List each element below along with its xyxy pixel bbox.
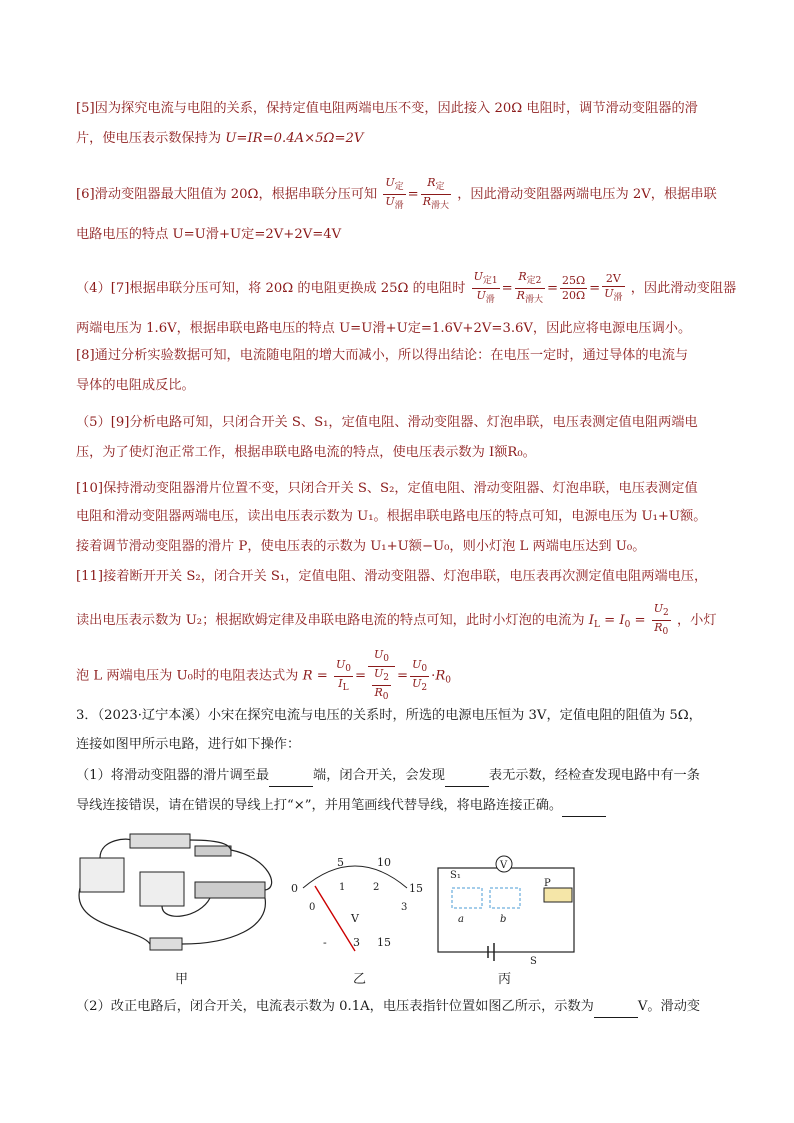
text: 导线连接错误，请在错误的导线上打“×”，并用笔画线代替导线，将电路连接正确。 <box>76 798 563 813</box>
para-11-cont: 读出电压表示数为 U₂；根据欧姆定律及串联电路电流的特点可知，此时小灯泡的电流为 $I_L = I_0$ = $\frac{U_2}{R_0}$ ，小灯 <box>76 602 717 637</box>
component-b <box>490 888 520 908</box>
switch-label: S₁ <box>450 870 461 881</box>
figure-caption: 甲 <box>175 972 189 987</box>
ratio-1: $\frac{U_定}{U_滑}$ <box>385 176 404 211</box>
tick-label: 3 <box>401 902 408 913</box>
answer-blank[interactable] <box>594 1003 638 1018</box>
terminal-label: 3 <box>353 936 360 949</box>
voltmeter-label: V <box>500 860 508 871</box>
text: 片，使电压表示数保持为 <box>76 131 226 146</box>
text: （2）改正电路后，闭合开关，电流表示数为 0.1A，电压表指针位置如图乙所示，示数为 <box>76 999 594 1014</box>
slider-label: P <box>544 878 551 889</box>
tick-label: 0 <box>291 882 298 895</box>
switch-label: S <box>530 956 537 966</box>
para-8: [8]通过分析实验数据可知，电流随电阻的增大而减小，所以得出结论：在电压一定时，通过导体的电流与 <box>76 348 689 363</box>
text: 泡 L 两端电压为 U₀时的电阻表达式为 <box>76 668 299 684</box>
para-6: [6]滑动变阻器最大阻值为 20Ω，根据串联分压可知 $\frac{U_定}{U_滑}$ = $\frac{R_定}{R_{滑大}}$ ，因此滑动变阻器两端电压为 2V，根据串联 <box>76 176 717 211</box>
para-5: [5]因为探究电流与电阻的关系，保持定值电阻两端电压不变，因此接入 20Ω 电阻时，调节滑动变阻器的滑 <box>76 101 698 116</box>
ratio-8: $\frac{U_0}{I_L}$ <box>335 657 351 693</box>
ratio-5: $\frac{25\Omega}{20\Omega}$ <box>562 274 586 302</box>
q3-line2: 连接如图甲所示电路，进行如下操作： <box>76 737 301 752</box>
q3-line4 <box>76 795 726 817</box>
para-7: （4）[7]根据串联分压可知，将 20Ω 的电阻更换成 25Ω 的电阻时 $\frac{U_{定1}}{U_滑}$ = $\frac{R_{定2}}{R_{滑大}}$ = $\frac{25\Omega}{20\Omega}$ = $\frac{2V}{U_滑}$ ，因此滑动变阻器 <box>76 270 737 305</box>
text: ，因此滑动变阻器 <box>630 281 737 296</box>
ratio-3: $\frac{U_{定1}}{U_滑}$ <box>473 270 498 305</box>
rheostat-icon <box>544 888 572 902</box>
para-5-cont <box>76 128 726 150</box>
meter-figure-yi <box>285 846 425 956</box>
text: [6]滑动变阻器最大阻值为 20Ω，根据串联分压可知 <box>76 187 378 202</box>
voltmeter-icon <box>140 872 184 906</box>
ratio-2: $\frac{R_定}{R_{滑大}}$ <box>422 176 450 211</box>
tick-label: 10 <box>377 856 391 869</box>
para-10-cont: 电阻和滑动变阻器两端电压，读出电压表示数为 U₁。根据串联电路电压的特点可知，电源电压为 U₁+U额。 <box>76 509 707 524</box>
q3-line1: 3．（2023·辽宁本溪）小宋在探究电流与电压的关系时，所选的电源电压恒为 3V，定值电阻的阻值为 5Ω， <box>76 708 702 723</box>
tick-label: 2 <box>373 882 380 893</box>
switch-icon <box>195 846 231 856</box>
text: 读出电压表示数为 U₂；根据欧姆定律及串联电路电流的特点可知，此时小灯泡的电流为 <box>76 613 585 628</box>
text: 表无示数，经检查发现电路中有一条 <box>488 768 700 783</box>
para-10-cont2: 接着调节滑动变阻器的滑片 P，使电压表的示数为 U₁+U额−U₀，则小灯泡 L 两端电压达到 U₀。 <box>76 539 646 554</box>
tick-label: 5 <box>337 856 344 869</box>
figure-caption: 乙 <box>353 972 367 987</box>
para-11: [11]接着断开开关 S₂，闭合开关 S₁，定值电阻、滑动变阻器、灯泡串联，电压表再次测定值电阻两端电压， <box>76 569 708 584</box>
text: V。滑动变 <box>637 999 701 1014</box>
para-8-cont: 导体的电阻成反比。 <box>76 378 195 393</box>
q3-line3 <box>76 765 726 787</box>
tick-label: 0 <box>309 902 316 913</box>
ratio-4: $\frac{R_{定2}}{R_{滑大}}$ <box>516 270 543 305</box>
rheostat-icon <box>195 882 265 898</box>
ratio-7: $\frac{U_2}{R_0}$ <box>653 602 669 637</box>
ammeter-icon <box>80 858 124 892</box>
terminal-label: 15 <box>377 936 391 949</box>
text: （1）将滑动变阻器的滑片调至最 <box>76 768 270 783</box>
circuit-figure-jia <box>70 828 295 966</box>
component-label: b <box>500 914 507 925</box>
meter-unit: V <box>351 912 359 925</box>
terminal-label: - <box>323 936 327 949</box>
component-a <box>452 888 482 908</box>
ratio-9: $\frac{U_0}{\frac{U_2}{R_0}}$ <box>368 648 395 704</box>
meter-needle <box>315 886 355 951</box>
q3-line5 <box>76 996 726 1018</box>
para-10: [10]保持滑动变阻器滑片位置不变，只闭合开关 S、S₂，定值电阻、滑动变阻器、灯泡串联，电压表测定值 <box>76 481 698 496</box>
answer-blank[interactable] <box>269 772 313 787</box>
para-6-cont: 电路电压的特点 U=U滑+U定=2V+2V=4V <box>76 227 342 242</box>
figure-caption: 丙 <box>498 972 512 987</box>
ratio-6: $\frac{2V}{U_滑}$ <box>604 272 623 303</box>
para-9: （5）[9]分析电路可知，只闭合开关 S、S₁，定值电阻、滑动变阻器、灯泡串联，电压表测定值电阻两端电 <box>76 415 698 430</box>
answer-blank[interactable] <box>562 802 606 817</box>
component-label: a <box>458 914 464 925</box>
text: ，小灯 <box>676 613 717 628</box>
para-9-cont: 压，为了使灯泡正常工作，根据串联电路电流的特点，使电压表示数为 I额R₀。 <box>76 445 536 460</box>
resistor-icon <box>150 938 182 950</box>
tick-label: 15 <box>409 882 423 895</box>
text: ，因此滑动变阻器两端电压为 2V，根据串联 <box>457 187 717 202</box>
tick-label: 1 <box>339 882 346 893</box>
para-7-cont: 两端电压为 1.6V，根据串联电路电压的特点 U=U滑+U定=1.6V+2V=3.6V，因此应将电源电压调小。 <box>76 321 692 336</box>
ratio-10: $\frac{U_0}{U_2}$ <box>412 657 428 693</box>
text: （4）[7]根据串联分压可知，将 20Ω 的电阻更换成 25Ω 的电阻时 <box>76 281 466 296</box>
answer-blank[interactable] <box>445 772 489 787</box>
formula: U=IR=0.4A×5Ω=2V <box>225 131 364 146</box>
text: 端，闭合开关，会发现 <box>313 768 445 783</box>
battery-icon <box>130 834 190 848</box>
para-11-cont2: 泡 L 两端电压为 U₀时的电阻表达式为 R = $\frac{U_0}{I_L}$ = $\frac{U_0}{\frac{U_2}{R_0}}$ = $\frac{U_0}{U_2}$ $\cdot R_0$ <box>76 648 451 702</box>
schematic-figure-bing <box>434 846 579 966</box>
